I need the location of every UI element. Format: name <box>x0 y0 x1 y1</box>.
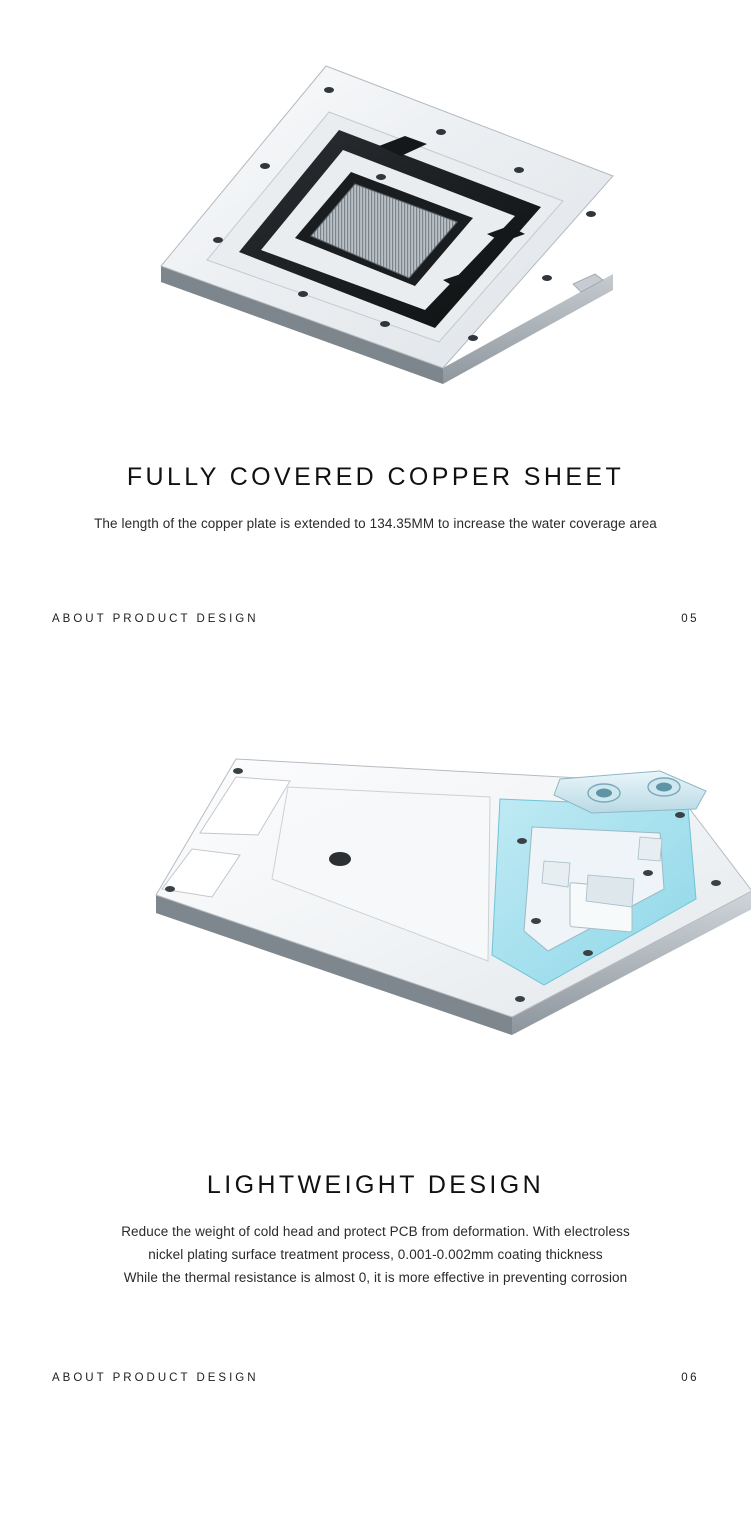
page-number-copper: 05 <box>681 612 699 625</box>
subtitle-line-1: Reduce the weight of cold head and protect PCB from deformation. With electroless <box>121 1223 630 1239</box>
subtitle-line-3: While the thermal resistance is almost 0, it is more effective in preventing corrosion <box>123 1270 628 1286</box>
copper-plate-svg <box>143 38 623 408</box>
waterblock-figure <box>0 743 751 1163</box>
section-title-copper: FULLY COVERED COPPER SHEET <box>126 463 625 491</box>
section-copper-sheet <box>0 0 751 625</box>
page-number-lightweight: 06 <box>681 1371 699 1384</box>
section-title-lightweight: LIGHTWEIGHT DESIGN <box>206 1170 545 1199</box>
footer-label-lightweight: ABOUT PRODUCT DESIGN <box>52 1371 259 1384</box>
waterblock-illustration <box>140 749 751 1079</box>
copper-plate-illustration <box>143 38 623 408</box>
section-lightweight-design <box>0 743 751 1384</box>
waterblock-svg <box>140 749 751 1079</box>
footer-lightweight <box>0 1372 751 1384</box>
copper-sheet-figure <box>0 0 751 455</box>
footer-label-copper: ABOUT PRODUCT DESIGN <box>52 612 259 625</box>
section-subtitle-copper: The length of the copper plate is extended to 134.35MM to increase the water coverage area <box>94 516 657 531</box>
footer-copper <box>0 613 751 625</box>
subtitle-line-2: nickel plating surface treatment process, 0.001-0.002mm coating thickness <box>148 1247 603 1263</box>
section-subtitle-lightweight <box>0 1220 751 1290</box>
